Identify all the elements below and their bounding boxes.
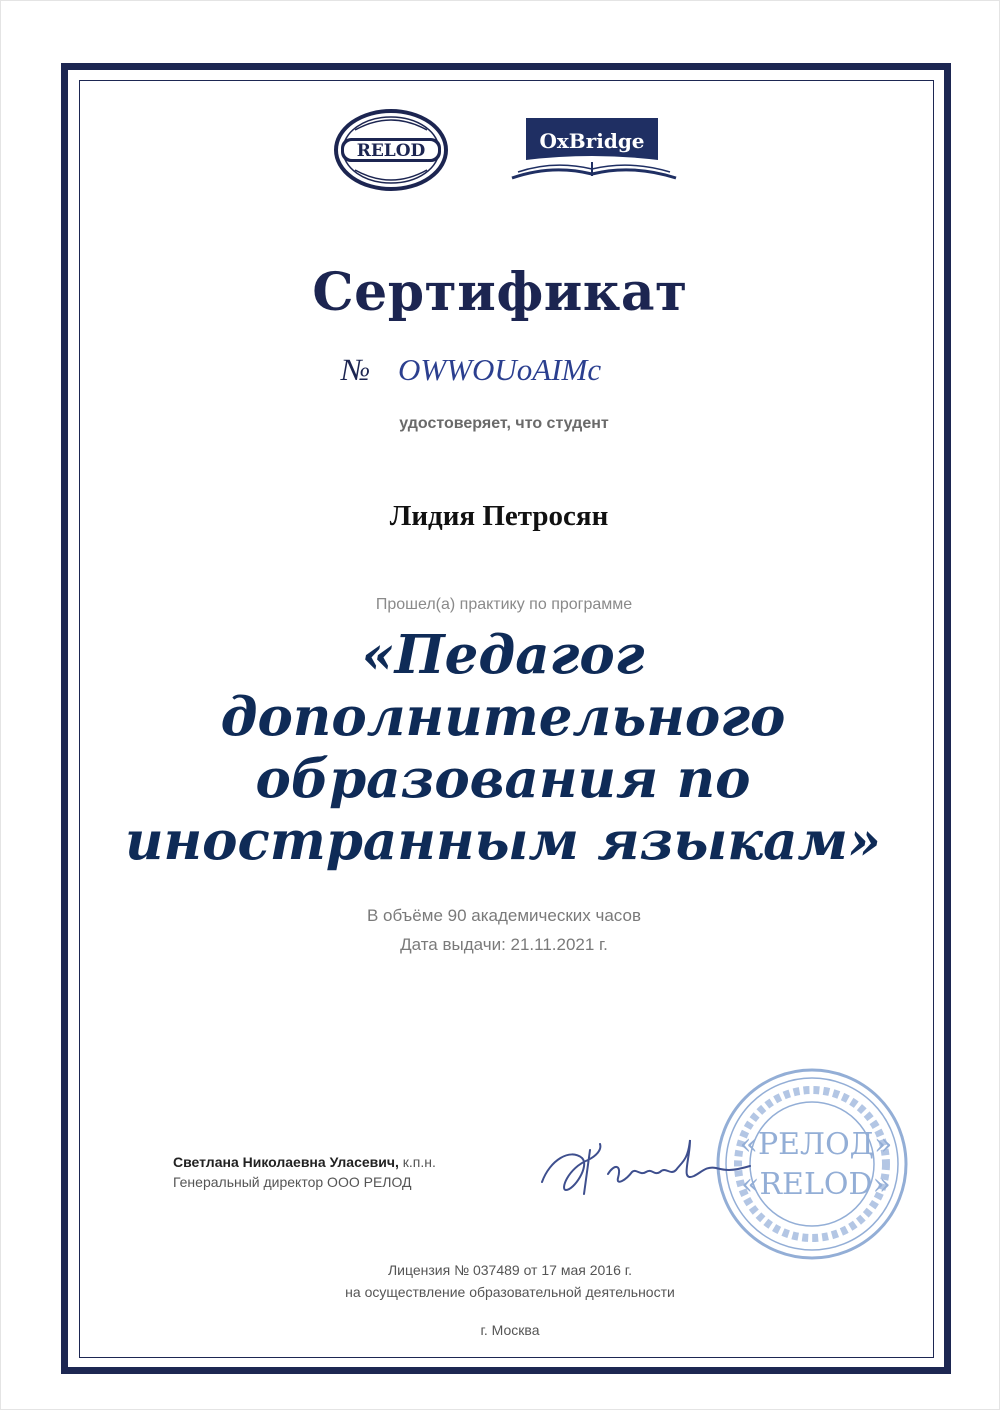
program-title bbox=[0, 624, 1000, 872]
signatory-position: Генеральный директор ООО РЕЛОД bbox=[173, 1174, 412, 1190]
program-line: образования по bbox=[255, 748, 751, 810]
license-line-1: Лицензия № 037489 от 17 мая 2016 г. bbox=[387, 1262, 633, 1278]
number-sign: № bbox=[341, 352, 371, 387]
certificate-title: Сертификат bbox=[312, 262, 688, 323]
relod-logo bbox=[333, 108, 449, 192]
signatory-line bbox=[173, 1154, 436, 1170]
signatory-degree: к.п.н. bbox=[398, 1154, 436, 1170]
stamp-text-en: «RELOD» bbox=[741, 1167, 891, 1202]
certificate-number bbox=[341, 352, 601, 388]
number-value: OWWOUoAIMc bbox=[397, 352, 602, 387]
relod-logo-text: RELOD bbox=[356, 141, 426, 161]
signatory-name: Светлана Николаевна Уласевич, bbox=[173, 1154, 399, 1170]
program-line: дополнительного bbox=[220, 686, 786, 748]
city: г. Москва bbox=[480, 1322, 540, 1338]
program-line: «Педагог bbox=[361, 624, 645, 686]
stamp-text-ru: «РЕЛОД» bbox=[739, 1127, 893, 1162]
signature bbox=[530, 1120, 760, 1210]
license-line-2: на осуществление образовательной деятельности bbox=[345, 1284, 675, 1300]
hours-text: В объёме 90 академических часов bbox=[366, 906, 641, 925]
program-line: иностранным языкам» bbox=[125, 810, 881, 872]
student-name: Лидия Петросян bbox=[389, 500, 609, 532]
certifies-text: удостоверяет, что студент bbox=[399, 415, 609, 432]
issue-date: Дата выдачи: 21.11.2021 г. bbox=[400, 935, 608, 954]
passed-text: Прошел(а) практику по программе bbox=[375, 596, 633, 613]
oxbridge-logo bbox=[508, 116, 680, 186]
oxbridge-logo-text: OxBridge bbox=[539, 129, 645, 153]
